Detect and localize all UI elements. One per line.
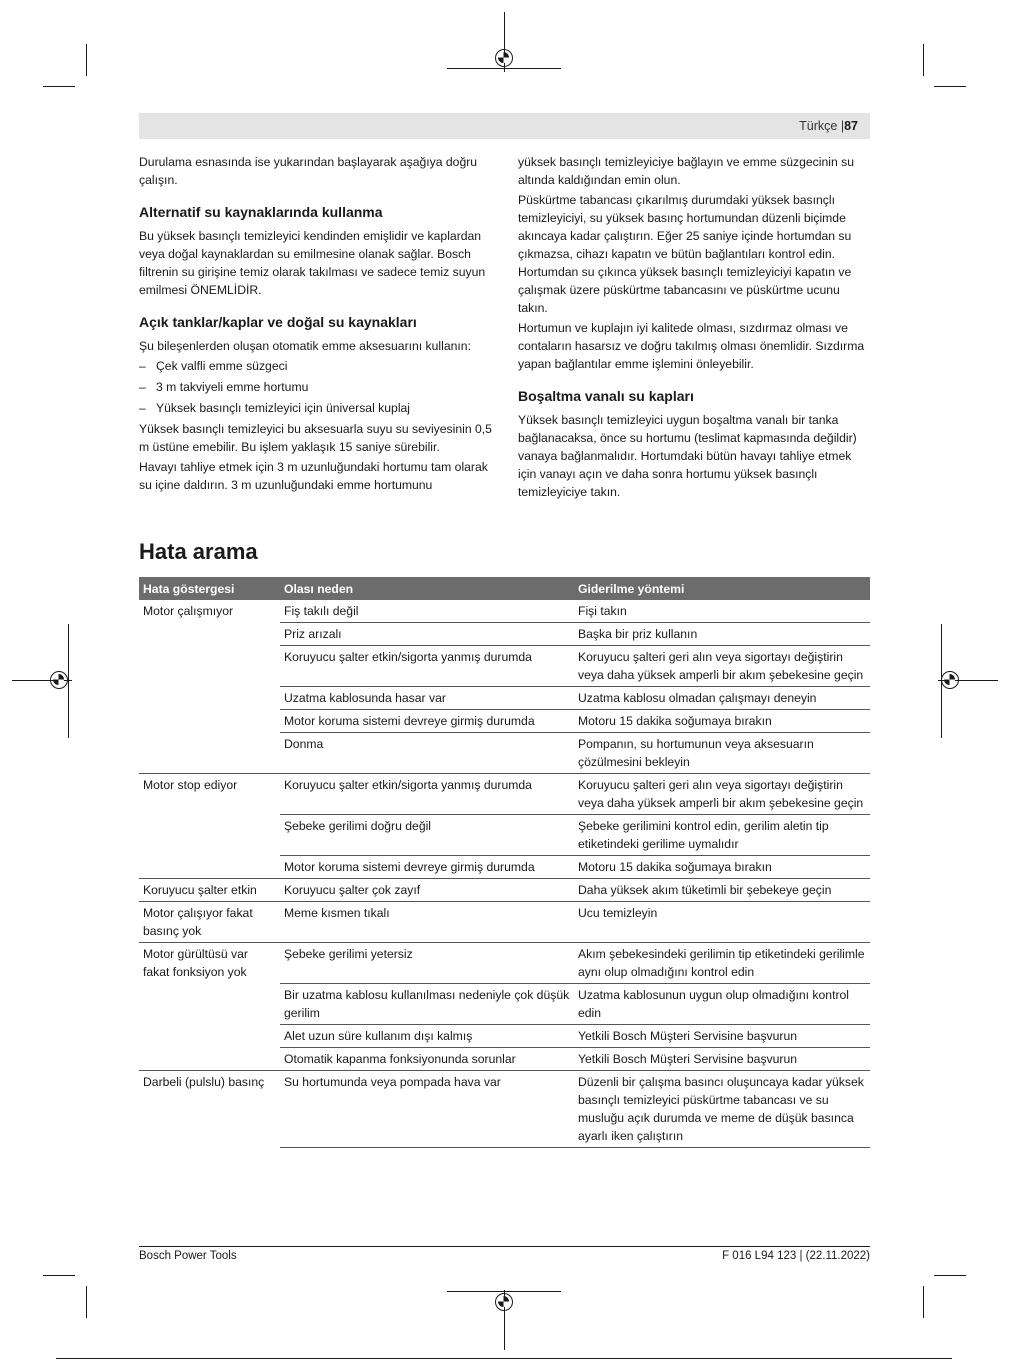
table-header-row xyxy=(139,577,870,600)
header-language: Türkçe xyxy=(799,119,838,133)
accessory-list xyxy=(139,357,499,417)
symptom-cell: Koruyucu şalter etkin xyxy=(139,879,280,902)
page-header xyxy=(139,113,870,139)
cause-cell: Koruyucu şalter etkin/sigorta yanmış durumda xyxy=(280,774,574,815)
paragraph-accessory: Şu bileşenlerden oluşan otomatik emme aksesuarını kullanın: xyxy=(139,339,471,353)
cause-cell: Şebeke gerilimi yetersiz xyxy=(280,943,574,984)
list-item: – 3 m takviyeli emme hortumu xyxy=(139,378,499,396)
cause-cell: Uzatma kablosunda hasar var xyxy=(280,687,574,710)
heading-drain-valve: Boşaltma vanalı su kapları xyxy=(518,388,694,404)
cause-cell: Koruyucu şalter çok zayıf xyxy=(280,879,574,902)
remedy-cell: Daha yüksek akım tüketimli bir şebekeye geçin xyxy=(574,879,870,902)
remedy-cell: Düzenli bir çalışma basıncı oluşuncaya kadar yüksek basınçlı temizleyici püskürtme tabancası ve su musluğu açık durumda ve meme de düşük basınca ayarlı iken çalıştırın xyxy=(574,1071,870,1148)
footer-divider xyxy=(139,1246,870,1247)
paragraph-drain-valve: Yüksek basınçlı temizleyici uygun boşaltma vanalı bir tanka bağlanacaksa, önce su hortumu (teslimat kapmasında değildir) vanaya bağlanmalıdır. Hortumdaki bütün havayı tahliye etmek için vanayı açın ve daha sonra hortumu yüksek basınçlı temizleyiciye takın. xyxy=(518,413,857,499)
cause-cell: Motor koruma sistemi devreye girmiş durumda xyxy=(280,856,574,879)
remedy-cell: Motoru 15 dakika soğumaya bırakın xyxy=(574,856,870,879)
table-row xyxy=(139,1071,870,1148)
header-text xyxy=(799,119,858,133)
remedy-cell: Koruyucu şalteri geri alın veya sigortayı değiştirin veya daha yüksek amperli bir akım şebekesine geçin xyxy=(574,646,870,687)
cause-cell: Şebeke gerilimi doğru değil xyxy=(280,815,574,856)
paragraph-self-priming: Bu yüksek basınçlı temizleyici kendinden emişlidir ve kaplardan veya doğal kaynaklardan su emilmesine olanak sağlar. Bosch filtrenin su girişine temiz olarak takılması ve sadece temiz suyun emilmesi ÖNEMLİDİR. xyxy=(139,229,486,297)
troubleshooting-table xyxy=(139,577,870,1148)
remedy-cell: Koruyucu şalteri geri alın veya sigortayı değiştirin veya daha yüksek amperli bir akım şebekesine geçin xyxy=(574,774,870,815)
cause-cell: Alet uzun süre kullanım dışı kalmış xyxy=(280,1025,574,1048)
symptom-cell: Motor çalışmıyor xyxy=(139,600,280,774)
cause-cell: Donma xyxy=(280,733,574,774)
paragraph-run-cleaner: Püskürtme tabancası çıkarılmış durumdaki yüksek basınçlı temizleyiciyi, su yüksek basınç hortumundan düzenli biçimde akıncaya kadar çalıştırın. Eğer 25 saniye içinde hortumdan su çıkmazsa, cihazı kapatın ve bütün bağlantıları kontrol edin. Hortumdan su çıkınca yüksek basınçlı temizleyiciyi kapatın ve çalışmak üzere püskürtme tabancasını ve püskürtme ucunu takın. xyxy=(518,193,852,315)
table-row xyxy=(139,902,870,943)
left-column xyxy=(139,153,499,496)
paragraph-hose-quality: Hortumun ve kuplajın iyi kalitede olması, sızdırmaz olması ve contaların hasarsız ve doğru takılmış olması önemlidir. Sızdırma yapan bağlantılar emme işlemini önleyebilir. xyxy=(518,321,865,371)
paragraph-suction-height: Yüksek basınçlı temizleyici bu aksesuarla suyu su seviyesinin 0,5 m üstüne emebilir. Bu işlem yaklaşık 15 saniye sürebilir. xyxy=(139,422,492,454)
cause-cell: Fiş takılı değil xyxy=(280,600,574,623)
table-body xyxy=(139,600,870,1148)
remedy-cell: Şebeke gerilimini kontrol edin, gerilim aletin tip etiketindeki gerilime uymalıdır xyxy=(574,815,870,856)
symptom-cell: Darbeli (pulslu) basınç xyxy=(143,1075,265,1089)
page-number: 87 xyxy=(844,119,858,133)
footer-doc-number: F 016 L94 123 | (22.11.2022) xyxy=(722,1250,870,1262)
table-row xyxy=(139,879,870,902)
cause-cell: Su hortumunda veya pompada hava var xyxy=(280,1071,574,1148)
intro-paragraph: Durulama esnasında ise yukarından başlayarak aşağıya doğru çalışın. xyxy=(139,155,478,187)
remedy-cell: Pompanın, su hortumunun veya aksesuarın çözülmesini bekleyin xyxy=(574,733,870,774)
heading-open-tanks: Açık tanklar/kaplar ve doğal su kaynakları xyxy=(139,314,417,330)
list-item: – Yüksek basınçlı temizleyici için üniversal kuplaj xyxy=(139,399,499,417)
remedy-cell: Akım şebekesindeki gerilimin tip etiketindeki gerilimle aynı olup olmadığını kontrol edin xyxy=(574,943,870,984)
paragraph-connect: yüksek basınçlı temizleyiciye bağlayın ve emme süzgecinin su altında kaldığından emin olun. xyxy=(518,155,854,187)
table-row xyxy=(139,600,870,623)
list-item: – Çek valfli emme süzgeci xyxy=(139,357,499,375)
table-row xyxy=(139,774,870,815)
symptom-cell: Motor gürültüsü var fakat fonksiyon yok xyxy=(139,943,280,1071)
column-header-remedy: Giderilme yöntemi xyxy=(574,577,870,600)
cause-cell: Koruyucu şalter etkin/sigorta yanmış durumda xyxy=(280,646,574,687)
symptom-cell: Motor çalışıyor fakat basınç yok xyxy=(139,902,280,943)
table-row xyxy=(139,943,870,984)
remedy-cell: Ucu temizleyin xyxy=(574,902,870,943)
remedy-cell: Motoru 15 dakika soğumaya bırakın xyxy=(574,710,870,733)
paragraph-air-bleed: Havayı tahliye etmek için 3 m uzunluğundaki hortumu tam olarak su içine daldırın. 3 m uzunluğundaki emme hortumunu xyxy=(139,460,488,492)
remedy-cell: Yetkili Bosch Müşteri Servisine başvurun xyxy=(574,1048,870,1071)
right-column xyxy=(518,153,870,503)
cause-cell: Priz arızalı xyxy=(280,623,574,646)
cause-cell: Motor koruma sistemi devreye girmiş durumda xyxy=(280,710,574,733)
remedy-cell: Uzatma kablosunun uygun olup olmadığını kontrol edin xyxy=(574,984,870,1025)
heading-alternative-water: Alternatif su kaynaklarında kullanma xyxy=(139,204,383,220)
cause-cell: Meme kısmen tıkalı xyxy=(280,902,574,943)
remedy-cell: Başka bir priz kullanın xyxy=(574,623,870,646)
remedy-cell: Fişi takın xyxy=(574,600,870,623)
cause-cell: Otomatik kapanma fonksiyonunda sorunlar xyxy=(280,1048,574,1071)
symptom-cell: Motor stop ediyor xyxy=(139,774,280,879)
footer-publisher: Bosch Power Tools xyxy=(139,1250,237,1262)
column-header-cause: Olası neden xyxy=(280,577,574,600)
remedy-cell: Uzatma kablosu olmadan çalışmayı deneyin xyxy=(574,687,870,710)
cause-cell: Bir uzatma kablosu kullanılması nedeniyle çok düşük gerilim xyxy=(280,984,574,1025)
header-separator: | xyxy=(840,119,845,133)
section-title: Hata arama xyxy=(139,539,258,564)
remedy-cell: Yetkili Bosch Müşteri Servisine başvurun xyxy=(574,1025,870,1048)
column-header-symptom: Hata göstergesi xyxy=(139,577,280,600)
